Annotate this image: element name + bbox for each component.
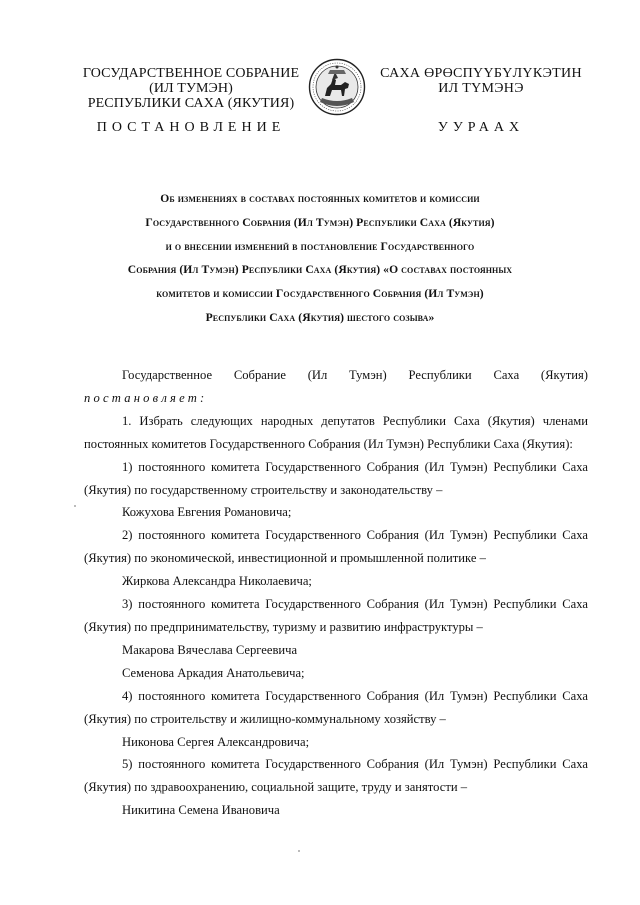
deputy-name-5: Никитина Семена Ивановича <box>122 803 280 818</box>
sub-item-3: 3) постоянного комитета Государственного Собрания (Ил Тумэн) Республики Саха (Якутия) по предпринимательству, туризму и развитию инфраструктуры – <box>84 597 588 634</box>
deputy-name-4: Никонова Сергея Александровича; <box>122 734 310 749</box>
header-left-line1: ГОСУДАРСТВЕННОЕ СОБРАНИЕ <box>82 66 300 81</box>
title-line: Государственного Собрания (Ил Тумэн) Республики Саха (Якутия) <box>145 215 495 229</box>
intro-verb <box>84 387 588 410</box>
header-left-line3: РЕСПУБЛИКИ САХА (ЯКУТИЯ) <box>87 96 295 111</box>
item-1: 1. Избрать следующих народных депутатов Республики Саха (Якутия) членами постоянных комитетов Государственного Собрания (Ил Тумэн) Республики Саха (Якутия): <box>84 413 588 451</box>
deputy-name-1: Кожухова Евгения Романовича; <box>122 505 292 520</box>
deputy-name-2: Жиркова Александра Николаевича; <box>122 574 312 589</box>
sub-item-2: 2) постоянного комитета Государственного Собрания (Ил Тумэн) Республики Саха (Якутия) по экономической, инвестиционной и промышленной политике – <box>84 528 588 566</box>
sub-item-5: 5) постоянного комитета Государственного Собрания (Ил Тумэн) Республики Саха (Якутия) по здравоохранению, социальной защите, труду и занятости – <box>84 757 588 795</box>
header-left <box>78 66 304 111</box>
title-line: Республики Саха (Якутия) шестого созыва» <box>205 310 435 324</box>
title-line: Собрания (Ил Тумэн) Республики Саха (Якутия) «О составах постоянных <box>127 263 513 277</box>
decree-label-russian: ПОСТАНОВЛЕНИЕ <box>96 120 286 135</box>
sub-item-4: 4) постоянного комитета Государственного Собрания (Ил Тумэн) Республики Саха (Якутия) по строительству и жилищно-коммунальному хозяйству – <box>84 688 588 726</box>
header-right <box>374 66 588 96</box>
title-line: Об изменениях в составах постоянных комитетов и комиссии <box>160 192 480 205</box>
scan-speck <box>298 850 300 852</box>
header-right-line2: ИЛ ТҮМЭНЭ <box>438 81 524 96</box>
title-line: и о внесении изменений в постановление Государственного <box>165 239 475 253</box>
header-right-line1: САХА ӨРӨСПҮҮБҮЛҮКЭТИН <box>380 66 582 81</box>
document-title <box>90 187 550 330</box>
deputy-name-3a: Макарова Вячеслава Сергеевича <box>122 642 298 657</box>
deputy-name-3b: Семенова Аркадия Анатольевича; <box>122 665 305 680</box>
sub-item-1: 1) постоянного комитета Государственного Собрания (Ил Тумэн) Республики Саха (Якутия) по государственному строительству и законодательству – <box>84 459 588 497</box>
sakha-coat-of-arms-icon <box>308 58 366 116</box>
scan-speck <box>74 505 76 507</box>
intro-paragraph: Государственное Собрание (Ил Тумэн) Республики Саха (Якутия) <box>122 368 588 382</box>
header-left-line2: (ИЛ ТУМЭН) <box>149 81 233 96</box>
document-body <box>84 364 588 822</box>
title-line: комитетов и комиссии Государственного Собрания (Ил Тумэн) <box>156 287 484 301</box>
decree-label-sakha: УУРААХ <box>437 120 525 135</box>
intro-verb-text: постановляет: <box>84 390 208 405</box>
